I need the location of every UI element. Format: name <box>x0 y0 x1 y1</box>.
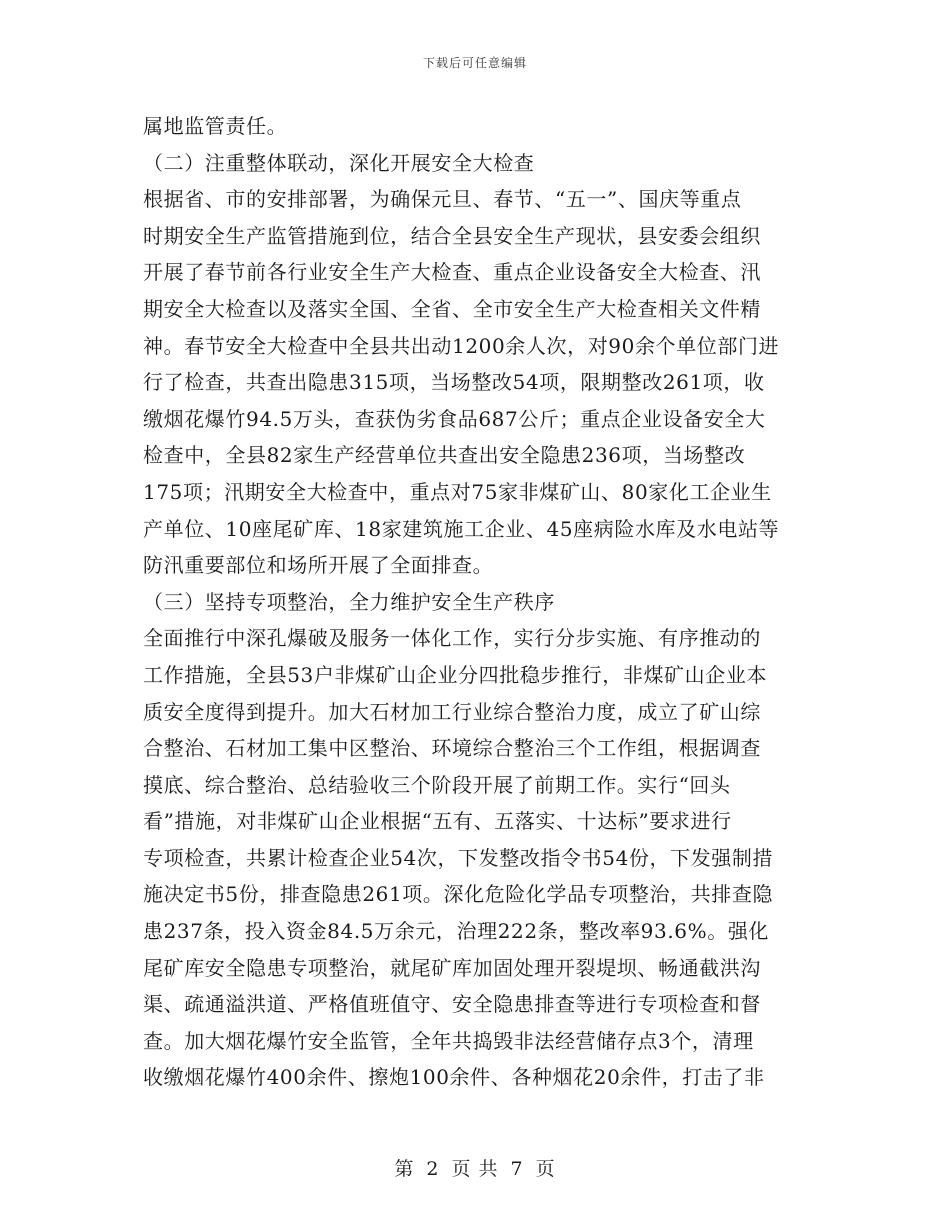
body-line: 全面推行中深孔爆破及服务一体化工作，实行分步实施、有序推动的 <box>143 626 761 651</box>
body-line: 收缴烟花爆竹400余件、擦炮100余件、各种烟花20余件，打击了非 <box>143 1065 765 1090</box>
body-line: 合整治、石材加工集中区整治、环境综合整治三个工作组，根据调查 <box>143 736 761 761</box>
body-line: 防汛重要部位和场所开展了全面排查。 <box>143 553 494 578</box>
footer-middle: 页 共 <box>451 1158 499 1180</box>
body-line: 查。加大烟花爆竹安全监管，全年共捣毁非法经营储存点3个，清理 <box>143 1028 754 1053</box>
body-line: 渠、疏通溢洪道、严格值班值守、安全隐患排查等进行专项检查和督 <box>143 992 761 1017</box>
section-heading: （三）坚持专项整治，全力维护安全生产秩序 <box>143 589 555 614</box>
body-line: 专项检查，共累计检查企业54次，下发整改指令书54份，下发强制措 <box>143 845 774 870</box>
body-line: 神。春节安全大检查中全县共出动1200余人次，对90余个单位部门进 <box>143 333 780 358</box>
body-line: 175项；汛期安全大检查中，重点对75家非煤矿山、80家化工企业生 <box>143 479 772 504</box>
total-page-number: 7 <box>510 1158 524 1180</box>
body-line: 行了检查，共查出隐患315项，当场整改54项，限期整改261项，收 <box>143 370 765 395</box>
body-line: 产单位、10座尾矿库、18家建筑施工企业、45座病险水库及水电站等 <box>143 516 780 541</box>
body-line: 患237条，投入资金84.5万余元，治理222条，整改率93.6%。强化 <box>143 919 770 944</box>
page-footer <box>0 1154 950 1181</box>
body-line: 尾矿库安全隐患专项整治，就尾矿库加固处理开裂堤坝、畅通截洪沟 <box>143 955 761 980</box>
footer-prefix: 第 <box>394 1158 415 1180</box>
body-line: 摸底、综合整治、总结验收三个阶段开展了前期工作。实行“回头 <box>143 772 731 797</box>
document-body <box>143 108 813 1096</box>
body-line: 缴烟花爆竹94.5万头，查获伪劣食品687公斤；重点企业设备安全大 <box>143 406 766 431</box>
section-heading: （二）注重整体联动，深化开展安全大检查 <box>143 150 535 175</box>
body-line: 时期安全生产监管措施到位，结合全县安全生产现状，县安委会组织 <box>143 223 761 248</box>
page-header: 下载后可任意编辑 <box>422 56 527 70</box>
body-line: 质安全度得到提升。加大石材加工行业综合整治力度，成立了矿山综 <box>143 699 761 724</box>
body-line: 根据省、市的安排部署，为确保元旦、春节、“五一”、国庆等重点 <box>143 187 742 212</box>
body-line: 检查中，全县82家生产经营单位共查出安全隐患236项，当场整改 <box>143 443 746 468</box>
body-line: 开展了春节前各行业安全生产大检查、重点企业设备安全大检查、汛 <box>143 260 761 285</box>
body-line: 属地监管责任。 <box>143 114 288 138</box>
body-line: 看”措施，对非煤矿山企业根据“五有、五落实、十达标”要求进行 <box>143 809 732 834</box>
current-page-number: 2 <box>426 1158 440 1180</box>
body-line: 施决定书5份，排查隐患261项。深化危险化学品专项整治，共排查隐 <box>143 882 774 907</box>
body-line: 期安全大检查以及落实全国、全省、全市安全生产大检查相关文件精 <box>143 296 761 321</box>
footer-suffix: 页 <box>535 1158 556 1180</box>
body-line: 工作措施，全县53户非煤矿山企业分四批稳步推行，非煤矿山企业本 <box>143 662 768 687</box>
